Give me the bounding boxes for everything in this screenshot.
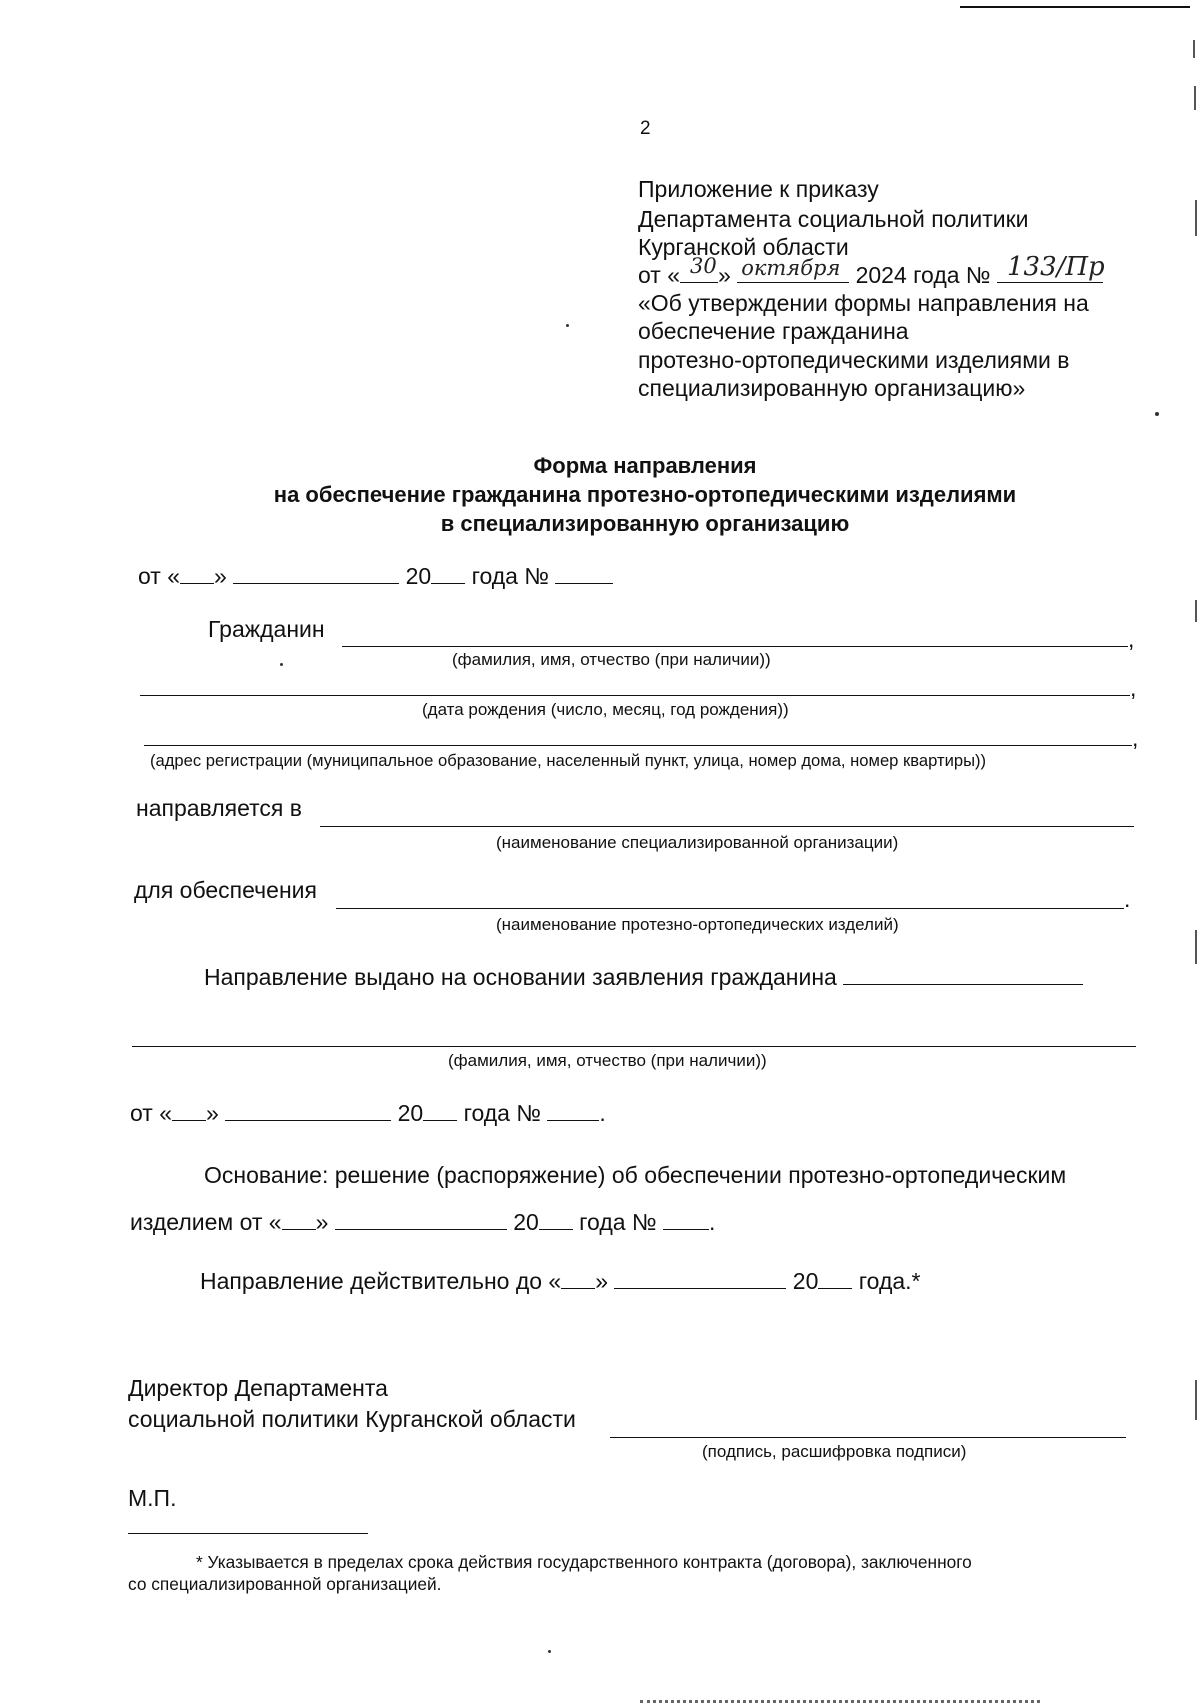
footnote-line-1: * Указывается в пределах срока действия государственного контракта (договора), заключенного bbox=[196, 1552, 972, 1572]
sent-to-label: направляется в bbox=[136, 795, 302, 821]
annex-line-3: Курганской области bbox=[638, 234, 849, 260]
page-number: 2 bbox=[640, 118, 651, 139]
scan-dot bbox=[280, 663, 283, 666]
citizen-address-caption: (адрес регистрации (муниципальное образование, населенный пункт, улица, номер дома, номер квартиры)) bbox=[150, 751, 987, 770]
form-month-field bbox=[233, 563, 399, 584]
citizen-birth-caption: (дата рождения (число, месяц, год рождения)) bbox=[422, 700, 789, 719]
form-title-line-1: Форма направления bbox=[533, 453, 757, 478]
annex-month-field bbox=[737, 256, 849, 283]
valid-until-century: 20 bbox=[792, 1268, 819, 1294]
for-supply-label: для обеспечения bbox=[134, 877, 317, 903]
grounds-year-field bbox=[539, 1209, 573, 1230]
annex-subject-4: специализированную организацию» bbox=[638, 375, 1026, 401]
valid-until-year-field bbox=[818, 1268, 852, 1289]
grounds-day-field bbox=[282, 1209, 316, 1230]
valid-until-suffix: года.* bbox=[858, 1268, 921, 1294]
comma-mark: , bbox=[1128, 626, 1135, 652]
form-title-line-2: на обеспечение гражданина протезно-ортопедическими изделиями bbox=[273, 482, 1017, 507]
grounds-prefix: изделием от « bbox=[130, 1209, 282, 1235]
application-date-line bbox=[130, 1100, 606, 1127]
annex-number-handwritten: 133/Пр bbox=[1007, 252, 1105, 282]
scan-edge-line bbox=[960, 6, 1190, 8]
annex-subject-1: «Об утверждении формы направления на bbox=[638, 290, 1089, 316]
application-date-from: от « bbox=[130, 1100, 173, 1126]
grounds-end: . bbox=[709, 1209, 716, 1235]
annex-number-field bbox=[997, 252, 1105, 283]
application-month-field bbox=[225, 1100, 391, 1121]
grounds-number-field bbox=[663, 1209, 709, 1230]
issued-basis-field bbox=[843, 964, 1083, 985]
grounds-line-2 bbox=[130, 1209, 715, 1236]
valid-until-line bbox=[200, 1268, 921, 1295]
application-date-century: 20 bbox=[397, 1100, 424, 1126]
application-year-field bbox=[423, 1100, 457, 1121]
grounds-year-no: года № bbox=[579, 1209, 657, 1235]
scan-margin-tick bbox=[1195, 930, 1197, 964]
scan-dot bbox=[548, 1650, 551, 1653]
form-year-field bbox=[431, 563, 465, 584]
application-date-close-quote: » bbox=[206, 1100, 219, 1126]
form-date-year-no: года № bbox=[471, 563, 550, 589]
citizen-name-caption: (фамилия, имя, отчество (при наличии)) bbox=[452, 650, 771, 669]
form-date-line bbox=[138, 563, 613, 590]
annex-date-year: 2024 года № bbox=[855, 262, 991, 288]
valid-until-prefix: Направление действительно до « bbox=[200, 1268, 562, 1294]
valid-until-day-field bbox=[561, 1268, 595, 1289]
annex-date-line bbox=[638, 252, 1105, 289]
signature-title-1: Директор Департамента bbox=[128, 1375, 388, 1401]
annex-day-field bbox=[680, 254, 718, 283]
application-date-end: . bbox=[599, 1100, 606, 1126]
scan-bottom-edge bbox=[640, 1700, 1040, 1703]
sent-to-caption: (наименование специализированной организации) bbox=[496, 833, 899, 852]
valid-until-close-quote: » bbox=[595, 1268, 609, 1294]
signature-title-2: социальной политики Курганской области bbox=[128, 1406, 576, 1432]
seal-mark: М.П. bbox=[128, 1485, 177, 1511]
for-supply-line bbox=[336, 908, 1124, 909]
issued-basis-caption: (фамилия, имя, отчество (при наличии)) bbox=[448, 1051, 767, 1070]
grounds-line-1: Основание: решение (распоряжение) об обеспечении протезно-ортопедическим bbox=[204, 1162, 1067, 1188]
scan-dot bbox=[1155, 412, 1159, 416]
scan-dot bbox=[566, 324, 569, 327]
grounds-century: 20 bbox=[513, 1209, 539, 1235]
form-number-field bbox=[555, 563, 613, 584]
grounds-month-field bbox=[335, 1209, 507, 1230]
annex-date-prefix: от « bbox=[638, 262, 681, 288]
signature-caption: (подпись, расшифровка подписи) bbox=[702, 1442, 967, 1461]
form-day-field bbox=[180, 563, 214, 584]
comma-mark: , bbox=[1132, 725, 1139, 751]
for-supply-caption: (наименование протезно-ортопедических изделий) bbox=[496, 915, 899, 934]
application-day-field bbox=[172, 1100, 206, 1121]
annex-subject-3: протезно-ортопедическими изделиями в bbox=[638, 347, 1070, 373]
form-title-line-3: в специализированную организацию bbox=[440, 511, 850, 536]
form-date-close-quote: » bbox=[214, 563, 227, 589]
issued-basis-name-line bbox=[132, 1046, 1136, 1047]
annex-line-1: Приложение к приказу bbox=[638, 176, 879, 202]
scan-margin-tick bbox=[1195, 200, 1197, 236]
form-date-century: 20 bbox=[405, 563, 432, 589]
citizen-name-line bbox=[342, 646, 1128, 647]
annex-date-mid: » bbox=[718, 262, 731, 288]
annex-month-handwritten: октября bbox=[741, 256, 841, 280]
annex-line-2: Департамента социальной политики bbox=[638, 206, 1029, 232]
scan-margin-tick bbox=[1195, 1380, 1197, 1420]
citizen-label: Гражданин bbox=[208, 616, 325, 642]
issued-basis-label: Направление выдано на основании заявления гражданина bbox=[204, 964, 837, 990]
valid-until-month-field bbox=[614, 1268, 786, 1289]
footnote-line-2: со специализированной организацией. bbox=[128, 1574, 442, 1594]
sent-to-line bbox=[320, 826, 1134, 827]
scan-margin-tick bbox=[1195, 600, 1197, 622]
application-number-field bbox=[547, 1100, 599, 1121]
grounds-close-quote: » bbox=[315, 1209, 329, 1235]
signature-line bbox=[610, 1437, 1126, 1438]
application-date-year-no: года № bbox=[463, 1100, 542, 1126]
footnote-separator bbox=[128, 1533, 368, 1534]
form-date-from: от « bbox=[138, 563, 181, 589]
issued-basis-text bbox=[204, 964, 1083, 991]
comma-mark: , bbox=[1130, 675, 1137, 701]
annex-subject-2: обеспечение гражданина bbox=[638, 318, 909, 344]
citizen-address-line bbox=[144, 745, 1132, 746]
annex-day-handwritten: 30 bbox=[690, 254, 717, 278]
citizen-birth-line bbox=[140, 695, 1130, 696]
scan-margin-tick bbox=[1193, 40, 1195, 58]
scan-margin-tick bbox=[1194, 86, 1196, 110]
period-mark: . bbox=[1124, 886, 1131, 912]
